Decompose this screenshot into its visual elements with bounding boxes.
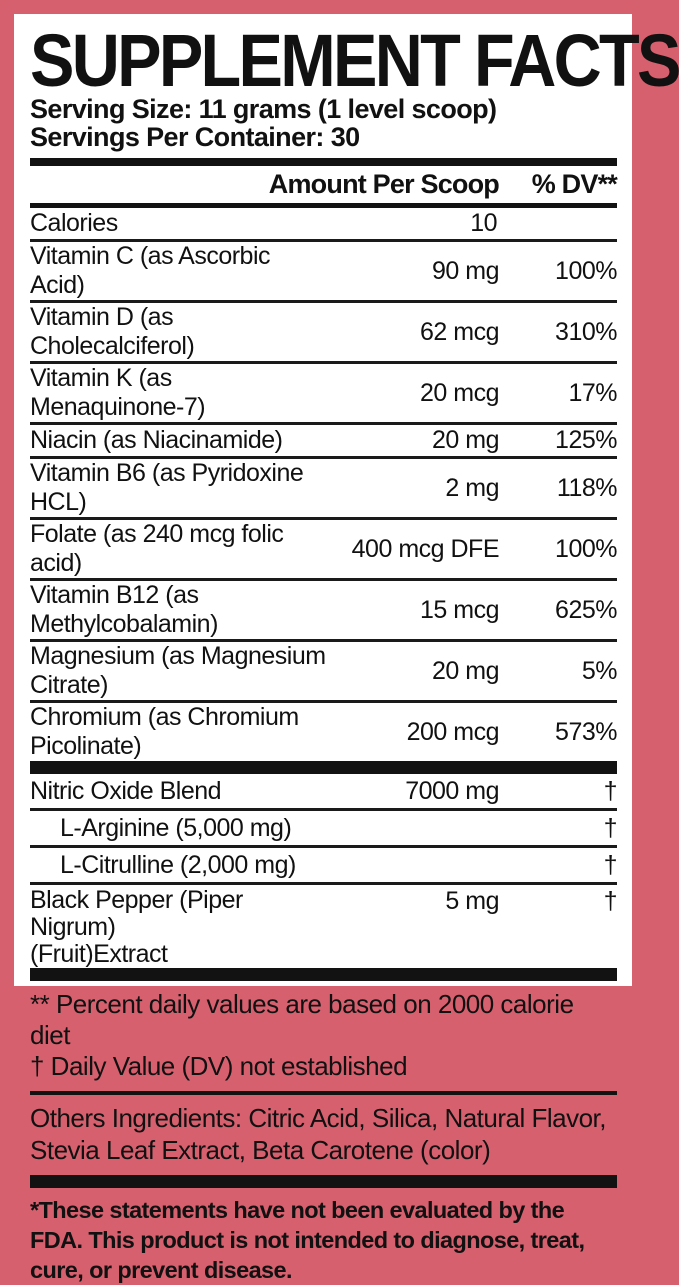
nutrient-name: Chromium (as Chromium Picolinate) bbox=[30, 703, 299, 760]
nutrient-dv: 17% bbox=[568, 378, 617, 407]
section-divider-bar bbox=[30, 968, 617, 981]
nutrient-amount: 62 mcg bbox=[420, 317, 499, 346]
nutrient-dv: 125% bbox=[555, 426, 617, 454]
blend-dv: † bbox=[603, 850, 617, 879]
nutrient-dv: 625% bbox=[555, 595, 617, 624]
blend-dv: † bbox=[603, 887, 617, 915]
table-row bbox=[30, 242, 617, 303]
blend-name-line2: (Fruit)Extract bbox=[30, 940, 168, 968]
nutrient-amount: 20 mg bbox=[432, 656, 499, 685]
nutrient-amount: 20 mcg bbox=[420, 378, 499, 407]
nutrient-name: Vitamin D (as Cholecalciferol) bbox=[30, 303, 195, 360]
blend-row bbox=[30, 811, 617, 848]
table-row bbox=[30, 459, 617, 520]
nutrient-amount: 200 mcg bbox=[406, 717, 499, 746]
blend-name-line1: Black Pepper (Piper Nigrum) bbox=[30, 886, 243, 941]
nutrient-dv: 100% bbox=[555, 256, 617, 285]
blend-name: Nitric Oxide Blend bbox=[30, 776, 222, 805]
nutrient-dv: 573% bbox=[555, 717, 617, 746]
footnotes bbox=[30, 981, 617, 1091]
table-row bbox=[30, 642, 617, 703]
nutrient-amount: 2 mg bbox=[445, 473, 499, 502]
nutrient-amount: 10 bbox=[470, 209, 497, 237]
nutrient-dv: 310% bbox=[555, 317, 617, 346]
table-row bbox=[30, 364, 617, 425]
nutrient-amount: 400 mcg DFE bbox=[351, 534, 499, 563]
nutrient-dv: 100% bbox=[555, 534, 617, 563]
blend-row bbox=[30, 774, 617, 811]
nutrient-name: Folate (as 240 mcg folic acid) bbox=[30, 520, 284, 577]
dagger-footnote: † Daily Value (DV) not established bbox=[30, 1051, 408, 1081]
fda-disclaimer: *These statements have not been evaluated by the FDA. This product is not intended to diagnose, treat, cure, or prevent disease. bbox=[30, 1197, 585, 1283]
other-ingredients: Others Ingredients: Citric Acid, Silica, Natural Flavor, Stevia Leaf Extract, Beta Carotene (color) bbox=[30, 1103, 607, 1165]
header-amount-per-scoop: Amount Per Scoop bbox=[268, 169, 499, 199]
divider-bar bbox=[30, 158, 617, 166]
section-divider-bar bbox=[30, 761, 617, 774]
blend-row bbox=[30, 885, 617, 968]
nutrient-name: Niacin (as Niacinamide) bbox=[30, 426, 283, 454]
blend-amount: 5 mg bbox=[445, 887, 499, 915]
nutrient-dv: 5% bbox=[581, 656, 617, 685]
section-divider-bar bbox=[30, 1175, 617, 1188]
nutrient-name: Vitamin K (as Menaquinone-7) bbox=[30, 364, 206, 421]
nutrient-name: Vitamin C (as Ascorbic Acid) bbox=[30, 242, 271, 299]
nutrient-dv: 118% bbox=[556, 473, 617, 502]
table-row bbox=[30, 703, 617, 761]
percent-dv-footnote: ** Percent daily values are based on 2000 calorie diet bbox=[30, 989, 574, 1050]
nutrient-name: Vitamin B6 (as Pyridoxine HCL) bbox=[30, 459, 304, 516]
nutrient-name: Calories bbox=[30, 209, 118, 237]
page-title: SUPPLEMENT FACTS bbox=[30, 19, 679, 102]
blend-name: L-Arginine (5,000 mg) bbox=[60, 813, 292, 842]
nutrient-name: Vitamin B12 (as Methylcobalamin) bbox=[30, 581, 218, 638]
table-row bbox=[30, 520, 617, 581]
nutrient-amount: 15 mcg bbox=[420, 595, 499, 624]
blend-row bbox=[30, 848, 617, 885]
blend-name bbox=[30, 887, 329, 968]
table-header bbox=[30, 166, 617, 208]
blend-name: L-Citrulline (2,000 mg) bbox=[60, 850, 296, 879]
serving-size: Serving Size: 11 grams (1 level scoop) bbox=[30, 94, 497, 124]
table-row bbox=[30, 208, 617, 242]
blend-amount: 7000 mg bbox=[405, 776, 499, 805]
nutrient-amount: 20 mg bbox=[432, 426, 499, 454]
nutrient-amount: 90 mg bbox=[432, 256, 499, 285]
nutrient-name: Magnesium (as Magnesium Citrate) bbox=[30, 642, 326, 699]
servings-per-container: Servings Per Container: 30 bbox=[30, 121, 360, 152]
supplement-facts-panel bbox=[14, 14, 679, 1283]
blend-dv: † bbox=[603, 776, 617, 805]
table-row bbox=[30, 425, 617, 459]
table-row bbox=[30, 303, 617, 364]
blend-dv: † bbox=[603, 813, 617, 842]
header-percent-dv: % DV** bbox=[531, 169, 617, 199]
table-row bbox=[30, 581, 617, 642]
